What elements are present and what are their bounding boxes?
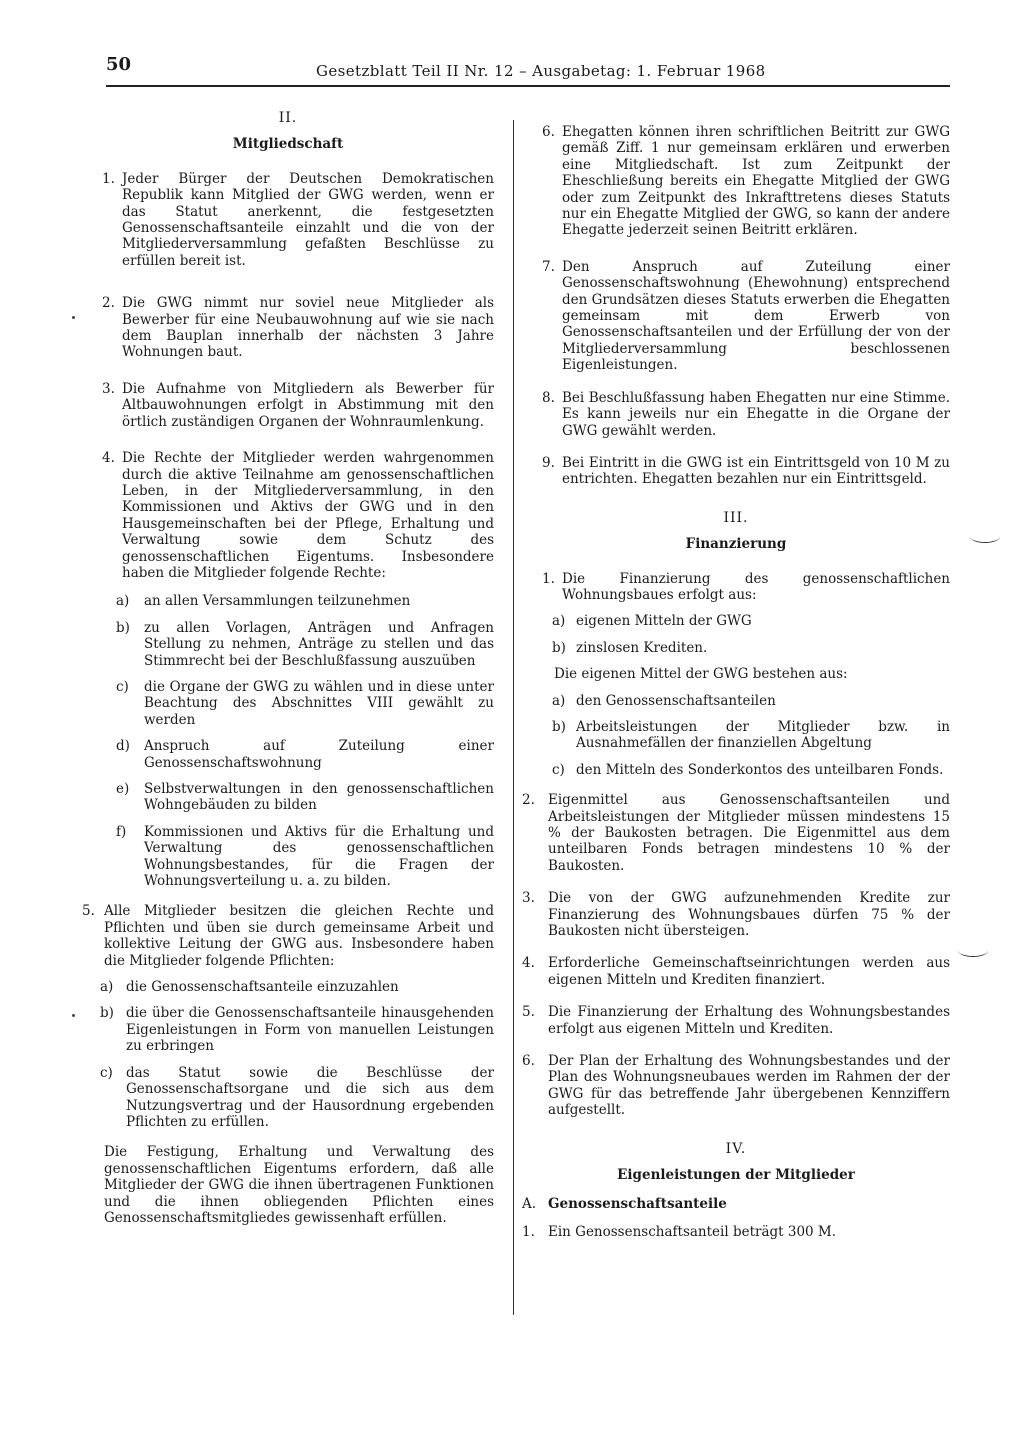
page-number: 50 xyxy=(106,54,132,75)
sub-item-label: b) xyxy=(100,1005,114,1022)
column-divider xyxy=(513,120,514,1315)
list-item xyxy=(82,381,494,430)
list-item xyxy=(522,259,950,374)
sub-item xyxy=(522,762,950,778)
section-number: III. xyxy=(723,509,749,526)
list-item xyxy=(522,890,950,939)
list-item xyxy=(522,390,950,439)
sub-item-text: Selbstverwaltungen in den genossenschaftlichen Wohngebäuden zu bilden xyxy=(144,781,494,814)
section-number: IV. xyxy=(725,1140,747,1157)
list-item xyxy=(522,1053,950,1119)
item-text: Die von der GWG aufzunehmenden Kredite zur Finanzierung des Wohnungsbaues dürfen 75 % der Baukosten nicht übersteigen. xyxy=(548,890,950,940)
sub-item-label: c) xyxy=(116,678,129,695)
sub-item xyxy=(82,1065,494,1131)
margin-dot xyxy=(72,1014,75,1017)
section-title: Finanzierung xyxy=(685,536,787,553)
item-text: Die Finanzierung der Erhaltung des Wohnungsbestandes erfolgt aus eigenen Mitteln und Krediten. xyxy=(548,1004,950,1037)
sub-item xyxy=(82,620,494,669)
sub-item-label: b) xyxy=(552,639,566,656)
list-item xyxy=(522,455,950,488)
item-number: 6. xyxy=(522,1053,535,1070)
item-number: 1. xyxy=(102,170,115,187)
sub-item-text: zinslosen Krediten. xyxy=(576,639,708,656)
sub-item xyxy=(82,824,494,890)
sub-item-label: a) xyxy=(552,613,566,630)
item-number: 5. xyxy=(82,903,95,920)
sub-item-text: die Organe der GWG zu wählen und in diese unter Beachtung des Abschnittes VIII gewählt zu werden xyxy=(144,678,494,728)
sub-item xyxy=(82,593,494,609)
list-item xyxy=(522,792,950,874)
sub-item-text: das Statut sowie die Beschlüsse der Genossenschaftsorgane und die sich aus dem Nutzungsvertrag und der Hausordnung ergebenden Pflichten zu erfüllen. xyxy=(126,1064,494,1130)
item-text: Eigenmittel aus Genossenschaftsanteilen und Arbeitsleistungen der Mitglieder müssen mindestens 15 % der Baukosten betragen. Die Eigenmittel aus dem unteilbaren Fonds betragen mindestens 10 % der Baukosten. xyxy=(548,792,950,874)
sub-item xyxy=(82,738,494,771)
item-number: 4. xyxy=(102,450,115,467)
list-item xyxy=(522,1004,950,1037)
sub-item xyxy=(522,719,950,752)
item-number: 7. xyxy=(542,258,555,275)
sub-item-label: c) xyxy=(552,761,565,778)
list-item xyxy=(522,571,950,604)
item-text: Bei Eintritt in die GWG ist ein Eintrittsgeld von 10 M zu entrichten. Ehegatten bezahlen nur ein Eintrittsgeld. xyxy=(562,454,950,488)
item-text: Alle Mitglieder besitzen die gleichen Rechte und Pflichten und üben sie durch gemeinsame Arbeit und kollektive Leitung der GWG aus. Insbesondere haben die Mitglieder folgende Pflichten: xyxy=(104,903,494,969)
sub-item xyxy=(82,781,494,814)
sub-item-label: d) xyxy=(116,738,130,755)
item-text: Den Anspruch auf Zuteilung einer Genossenschaftswohnung (Ehewohnung) entsprechend den Grundsätzen dieses Statuts erwerben die Ehegatten gemeinsam mit dem Erwerb von Genossenschaftsanteilen und der Erfüllung der von der Mitgliederversammlung beschlossenen Eigenleistungen. xyxy=(562,258,951,374)
item-text: Jeder Bürger der Deutschen Demokratischen Republik kann Mitglied der GWG werden, wenn er das Statut anerkennt, die festgesetzten Genossenschaftsanteile einzahlt und die von der Mitgliederversammlung gefaßten Beschlüsse zu erfüllen bereit ist. xyxy=(122,170,494,269)
section-title: Mitgliedschaft xyxy=(232,136,344,153)
section-title: Eigenleistungen der Mitglieder xyxy=(617,1167,855,1184)
sub-item-text: die über die Genossenschaftsanteile hinausgehenden Eigenleistungen in Form von manuellen Leistungen zu erbringen xyxy=(126,1005,494,1055)
margin-dot xyxy=(72,316,75,319)
sub-item-text: an allen Versammlungen teilzunehmen xyxy=(144,593,411,610)
item-number: 4. xyxy=(522,955,535,972)
sub-item xyxy=(82,979,494,995)
sub-item-text: Arbeitsleistungen der Mitglieder bzw. in Ausnahmefällen der finanziellen Abgeltung xyxy=(576,718,950,752)
sub-item-label: a) xyxy=(552,692,566,709)
subsection-label: A. xyxy=(522,1195,537,1212)
sub-item xyxy=(82,679,494,728)
left-column xyxy=(82,110,494,1236)
sub-item-text: die Genossenschaftsanteile einzuzahlen xyxy=(126,979,399,996)
right-column xyxy=(522,124,950,1256)
item-number: 3. xyxy=(522,890,535,907)
sub-item xyxy=(522,613,950,629)
item-number: 6. xyxy=(542,124,555,140)
margin-mark xyxy=(958,944,988,957)
item-number: 8. xyxy=(542,389,555,406)
sub-item-text: Anspruch auf Zuteilung einer Genossenschaftswohnung xyxy=(144,738,494,771)
item-text: Ehegatten können ihren schriftlichen Beitritt zur GWG gemäß Ziff. 1 nur gemeinsam erklären und erwerben eine Mitgliedschaft. Ist zum Zeitpunkt der Eheschließung bereits ein Ehegatte Mitglied der GWG oder zum Zeitpunkt des Inkrafttretens dieses Statuts nur ein Ehegatte Mitglied der GWG, so kann der andere Ehegatte jederzeit seinen Beitritt erklären. xyxy=(562,124,950,239)
list-item xyxy=(82,903,494,969)
item-number: 2. xyxy=(522,792,535,809)
sub-item-label: b) xyxy=(552,718,566,735)
subsection-heading xyxy=(522,1196,950,1212)
item-text: Die GWG nimmt nur soviel neue Mitglieder als Bewerber für eine Neubauwohnung auf wie sie nach dem Bauplan innerhalb der nächsten 3 Jahre Wohnungen baut. xyxy=(122,295,494,361)
item-text: Die Rechte der Mitglieder werden wahrgenommen durch die aktive Teilnahme am genossenschaftlichen Leben, in der Mitgliederversammlung, in den Kommissionen und Aktivs der GWG und in den Hausgemeinschaften bei der Pflege, Erhaltung und Verwaltung sowie dem Schutz des genossenschaftlichen Eigentums. Insbesondere haben die Mitglieder folgende Rechte: xyxy=(122,450,494,581)
sub-item xyxy=(522,640,950,656)
sub-item-label: e) xyxy=(116,781,130,797)
list-item xyxy=(522,955,950,988)
running-title: Gesetzblatt Teil II Nr. 12 – Ausgabetag: 1. Februar 1968 xyxy=(316,62,766,80)
item-text: Erforderliche Gemeinschaftseinrichtungen werden aus eigenen Mitteln und Krediten finanziert. xyxy=(548,955,950,988)
sub-item-text: den Mitteln des Sonderkontos des unteilbaren Fonds. xyxy=(576,761,944,778)
list-item xyxy=(82,450,494,581)
item-number: 1. xyxy=(542,570,555,587)
page-header xyxy=(100,50,952,88)
subsection-text: Genossenschaftsanteile xyxy=(548,1195,727,1212)
item-text: Ein Genossenschaftsanteil beträgt 300 M. xyxy=(548,1223,837,1240)
list-item xyxy=(82,171,494,269)
item-number: 5. xyxy=(522,1004,535,1021)
sub-item xyxy=(82,1005,494,1054)
sub-item-label: b) xyxy=(116,619,130,636)
item-text: Der Plan der Erhaltung des Wohnungsbestandes und der Plan des Wohnungsneubaues werden im Rahmen der der GWG für das betreffende Jahr übergebenen Kennziffern aufgestellt. xyxy=(548,1053,950,1119)
margin-mark xyxy=(970,530,1000,543)
sub-item-label: a) xyxy=(116,593,130,610)
closing-paragraph: Die Festigung, Erhaltung und Verwaltung des genossenschaftlichen Eigentums erfordern, daß alle Mitglieder der GWG die ihnen übertragenen Funktionen und die ihnen obliegenden Pflichten eines Genossenschaftsmitgliedes gewissenhaft erfüllen. xyxy=(104,1144,494,1226)
section-number: II. xyxy=(278,110,298,126)
list-item xyxy=(522,124,950,239)
item-number: 2. xyxy=(102,295,115,312)
own-funds-intro: Die eigenen Mittel der GWG bestehen aus: xyxy=(554,666,848,683)
list-item xyxy=(82,295,494,361)
item-text: Die Finanzierung des genossenschaftlichen Wohnungsbaues erfolgt aus: xyxy=(562,570,950,603)
sub-item-text: den Genossenschaftsanteilen xyxy=(576,692,776,709)
sub-item-label: f) xyxy=(116,823,127,840)
list-item xyxy=(522,1224,950,1240)
item-text: Bei Beschlußfassung haben Ehegatten nur eine Stimme. Es kann jeweils nur ein Ehegatte in die Organe der GWG gewählt werden. xyxy=(562,389,950,439)
item-number: 3. xyxy=(102,380,115,397)
header-rule xyxy=(106,85,950,87)
item-number: 1. xyxy=(522,1223,535,1240)
item-number: 9. xyxy=(542,454,555,471)
sub-item-text: eigenen Mitteln der GWG xyxy=(576,613,752,630)
item-text: Die Aufnahme von Mitgliedern als Bewerber für Altbauwohnungen erfolgt in Abstimmung mit den örtlich zuständigen Organen der Wohnraumlenkung. xyxy=(122,380,494,430)
sub-item-label: c) xyxy=(100,1064,113,1081)
sub-item xyxy=(522,693,950,709)
sub-item-text: zu allen Vorlagen, Anträgen und Anfragen Stellung zu nehmen, Anträge zu stellen und das Stimmrecht bei der Beschlußfassung auszuüben xyxy=(144,619,494,669)
sub-item-text: Kommissionen und Aktivs für die Erhaltung und Verwaltung des genossenschaftlichen Wohnungsbestandes, für die Fragen der Wohnungsverteilung u. a. zu bilden. xyxy=(144,823,494,890)
sub-item-label: a) xyxy=(100,979,114,996)
